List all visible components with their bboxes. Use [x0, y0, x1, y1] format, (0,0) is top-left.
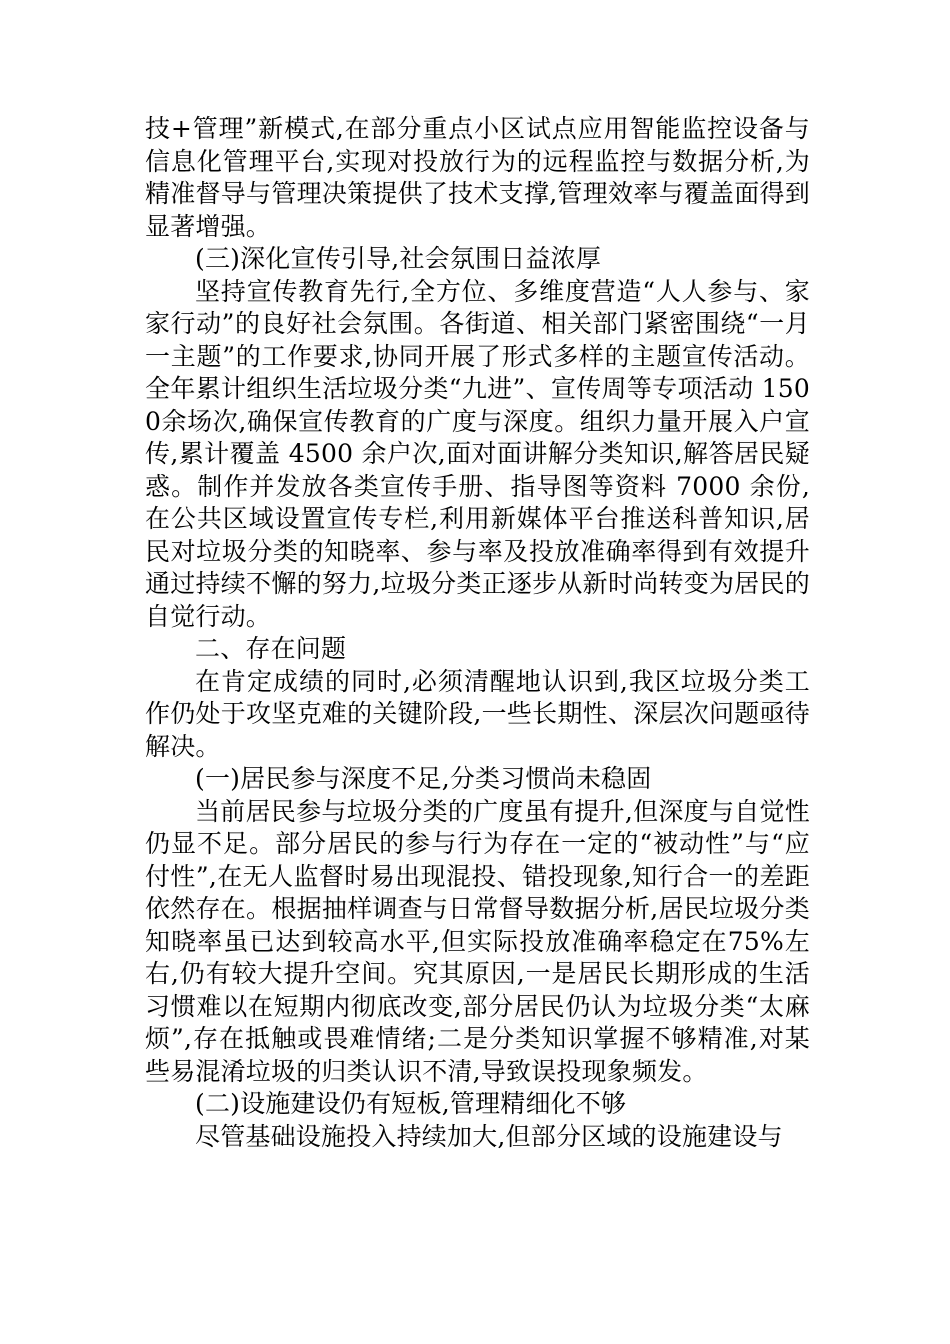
body-paragraph-publicity: 坚持宣传教育先行,全方位、多维度营造“人人参与、家家行动”的良好社会氛围。各街道、相关部门紧密围绕“一月一主题”的工作要求,协同开展了形式多样的主题宣传活动。全年累计组织生活垃圾分类“九进”、宣传周等专项活动 1500余场次,确保宣传教育的广度与深度。组织力量开展入户宣传,累计覆盖 4500 余户次,面对面讲解分类知识,解答居民疑惑。制作并发放各类宣传手册、指导图等资料 7000 余份,在公共区域设置宣传专栏,利用新媒体平台推送科普知识,居民对垃圾分类的知晓率、参与率及投放准确率得到有效提升通过持续不懈的努力,垃圾分类正逐步从新时尚转变为居民的自觉行动。: [145, 276, 810, 631]
document-page: [145, 113, 810, 1153]
section-heading-publicity: (三)深化宣传引导,社会氛围日益浓厚: [195, 244, 602, 273]
body-paragraph-continued: 技+管理”新模式,在部分重点小区试点应用智能监控设备与信息化管理平台,实现对投放行为的远程监控与数据分析,为精准督导与管理决策提供了技术支撑,管理效率与覆盖面得到显著增强。: [145, 114, 810, 241]
body-paragraph-facilities: 尽管基础设施投入持续加大,但部分区域的设施建设与: [195, 1121, 783, 1151]
body-paragraph-participation: 当前居民参与垃圾分类的广度虽有提升,但深度与自觉性仍显不足。部分居民的参与行为存在一定的“被动性”与“应付性”,在无人监督时易出现混投、错投现象,知行合一的差距依然存在。根据抽样调查与日常督导数据分析,居民垃圾分类知晓率虽已达到较高水平,但实际投放准确率稳定在75%左右,仍有较大提升空间。究其原因,一是居民长期形成的生活习惯难以在短期内彻底改变,部分居民仍认为垃圾分类“太麻烦”,存在抵触或畏难情绪;二是分类知识掌握不够精准,对某些易混淆垃圾的归类认识不清,导致误投现象频发。: [145, 796, 810, 1086]
body-paragraph-problems-intro: 在肯定成绩的同时,必须清醒地认识到,我区垃圾分类工作仍处于攻坚克难的关键阶段,一些长期性、深层次问题亟待解决。: [145, 666, 810, 761]
section-heading-participation: (一)居民参与深度不足,分类习惯尚未稳固: [195, 764, 652, 793]
section-heading-facilities: (二)设施建设仍有短板,管理精细化不够: [195, 1089, 627, 1118]
section-heading-problems: 二、存在问题: [195, 634, 347, 663]
